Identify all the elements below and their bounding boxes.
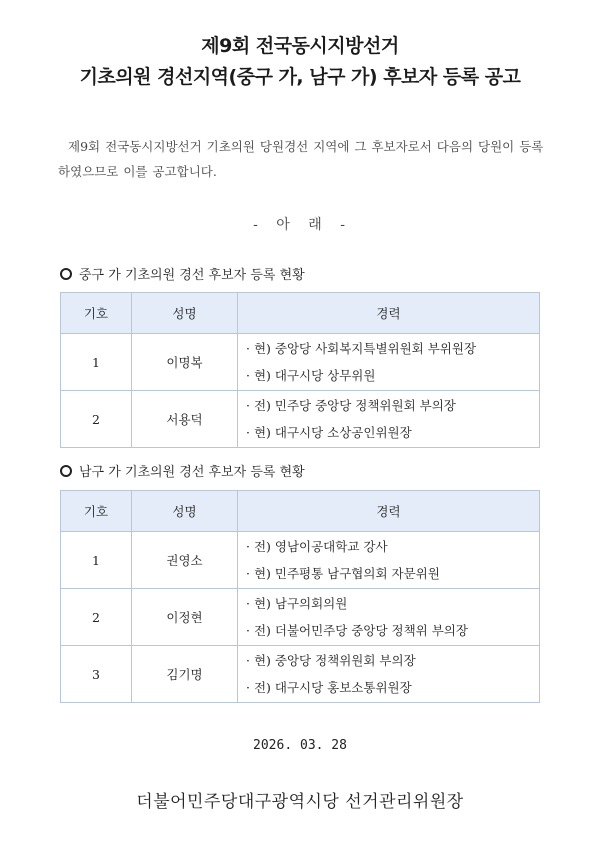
career-line: · 현) 남구의회의원 [246, 596, 348, 611]
candidate-name: 김기명 [132, 646, 238, 703]
circle-bullet-icon [60, 465, 72, 477]
career-line: · 현) 민주평통 남구협의회 자문위원 [246, 566, 440, 581]
candidate-number: 2 [61, 391, 132, 448]
section-heading-namgu [60, 461, 305, 480]
notice-heading: - 아 래 - [253, 217, 347, 233]
career-line: · 현) 중앙당 사회복지특별위원회 부위원장 [246, 341, 477, 356]
candidate-name: 이명복 [132, 334, 238, 391]
candidate-number: 3 [61, 646, 132, 703]
header-career: 경력 [238, 293, 540, 334]
title-line-1: 제9회 전국동시지방선거 [201, 35, 399, 57]
career-line: · 현) 대구시당 소상공인위원장 [246, 425, 412, 440]
table-header-row [61, 491, 540, 532]
section-heading-text: 중구 가 기초의원 경선 후보자 등록 현황 [79, 268, 305, 283]
announcement-date: 2026. 03. 28 [253, 738, 347, 753]
circle-bullet-icon [60, 268, 72, 280]
candidate-number: 1 [61, 532, 132, 589]
issuing-organization: 더불어민주당대구광역시당 선거관리위원장 [136, 792, 464, 812]
candidate-name: 권영소 [132, 532, 238, 589]
candidate-name: 이정현 [132, 589, 238, 646]
candidate-career [238, 391, 540, 448]
header-name: 성명 [132, 491, 238, 532]
candidate-career [238, 334, 540, 391]
candidate-table-namgu [60, 490, 540, 703]
header-name: 성명 [132, 293, 238, 334]
candidate-number: 1 [61, 334, 132, 391]
table-header-row [61, 293, 540, 334]
candidate-number: 2 [61, 589, 132, 646]
section-heading-junggu [60, 264, 305, 283]
intro-paragraph: 제9회 전국동시지방선거 기초의원 당원경선 지역에 그 후보자로서 다음의 당원이 등록하였으므로 이를 공고합니다. [58, 139, 544, 179]
header-career: 경력 [238, 491, 540, 532]
table-row [61, 532, 540, 589]
career-line: · 전) 영남이공대학교 강사 [246, 539, 388, 554]
career-line: · 현) 대구시당 상무위원 [246, 368, 376, 383]
table-row [61, 646, 540, 703]
section-heading-text: 남구 가 기초의원 경선 후보자 등록 현황 [79, 465, 305, 480]
career-line: · 현) 중앙당 정책위원회 부의장 [246, 653, 416, 668]
candidate-career [238, 589, 540, 646]
table-row [61, 334, 540, 391]
table-row [61, 391, 540, 448]
career-line: · 전) 민주당 중앙당 정책위원회 부의장 [246, 398, 456, 413]
title-line-2: 기초의원 경선지역(중구 가, 남구 가) 후보자 등록 공고 [79, 66, 521, 88]
career-line: · 전) 대구시당 홍보소통위원장 [246, 680, 412, 695]
header-number: 기호 [61, 491, 132, 532]
candidate-table-junggu [60, 292, 540, 448]
candidate-career [238, 646, 540, 703]
table-row [61, 589, 540, 646]
header-number: 기호 [61, 293, 132, 334]
career-line: · 전) 더불어민주당 중앙당 정책위 부의장 [246, 623, 468, 638]
candidate-career [238, 532, 540, 589]
candidate-name: 서용덕 [132, 391, 238, 448]
